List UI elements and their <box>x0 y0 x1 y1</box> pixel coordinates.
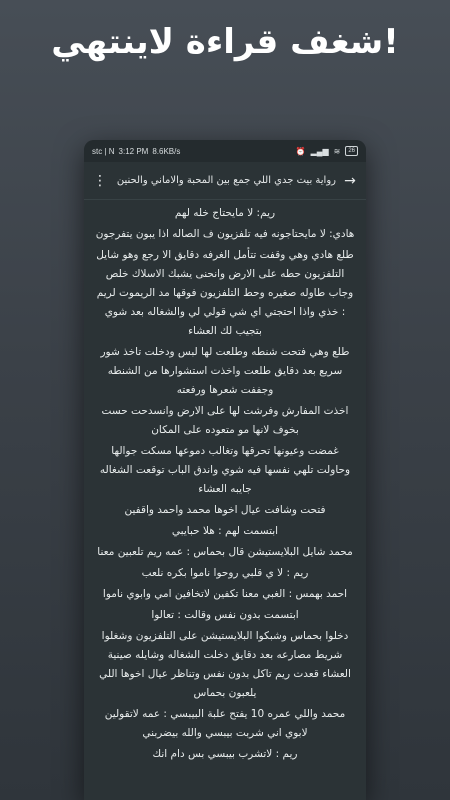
book-title: رواية بيت جدي اللي جمع بين المحبة والاماني والحنين <box>116 175 336 186</box>
story-paragraph: ريم : لا ي قلبي روحوا ناموا بكره نلعب <box>141 567 309 579</box>
time-label: 3:12 PM <box>118 146 149 156</box>
status-bar <box>84 140 366 162</box>
reader-toolbar <box>84 162 366 200</box>
network-speed: 8.6KB/s <box>152 146 181 156</box>
story-paragraph: ريم : لاتشرب بيبسي بس دام انك <box>152 748 298 760</box>
battery-icon: 26 <box>345 146 358 156</box>
story-paragraph: محمد واللي عمره 10 يفتح علبة البيبسي : عمه لاتقولين لابوي اني شربت بيبسي والله بيضربني <box>104 708 346 739</box>
story-paragraph: دخلوا بحماس وشبكوا البلايستيشن على التلفزيون وشغلوا شريط مصارعه بعد دقايق دخلت الشغاله وشايله صينية العشاء قعدت ريم تاكل بدون نفس وتناظر عيال اخوها اللي يلعبون بحماس <box>99 630 351 699</box>
more-vert-icon[interactable]: ⋮ <box>93 172 107 189</box>
story-paragraph: فتحت وشافت عيال اخوها محمد واحمد واقفين <box>124 504 326 516</box>
wifi-icon: ≋ <box>333 146 341 156</box>
story-paragraph: ريم: لا مايحتاج خله لهم <box>174 207 276 219</box>
bottom-fade <box>84 760 366 800</box>
story-paragraph: ابتسمت لهم : هلا حبايبي <box>171 525 279 537</box>
signal-icon: ▂▄▆ <box>310 146 329 156</box>
story-paragraph: اخذت المفارش وفرشت لها على الارض وانسدحت حست بخوف لانها مو متعوده على المكان <box>101 405 349 436</box>
story-paragraph: محمد شايل البلايستيشن قال بحماس : عمه ريم تلعبين معنا <box>97 546 353 558</box>
carrier-label: stc | N <box>92 146 115 156</box>
story-paragraph: طلع وهي فتحت شنطه وطلعت لها لبس ودخلت تاخذ شور سريع بعد دقايق طلعت واخذت استشوارها من الشنطه وجففت شعرها ورفعته <box>100 346 350 396</box>
headline: !شغف قراءة لاينتهي <box>51 22 399 62</box>
reader-content[interactable] <box>84 200 366 800</box>
story-paragraph: غمضت وعيونها تحرقها وتغالب دموعها مسكت جوالها وحاولت تلهي نفسها فيه شوي واندق الباب توقعت الشغاله جايبه العشاء <box>99 445 351 495</box>
story-paragraph: ابتسمت بدون نفس وقالت : تعالوا <box>151 609 299 621</box>
story-paragraph: طلع هادي وهي وقفت تتأمل الغرفه دقايق الا رجع وهو شايل التلفزيون حطه على الارض وانحنى يشبك الاسلاك خلص وجاب طاوله صغيره وحط التلفزيون فوقها مد الريموت لريم : خذي واذا احتجتي اي شي قولي لي والشغاله بعد شوي بتجيب لك العشاء <box>96 249 354 337</box>
story-paragraph: هادي: لا مايحتاجونه فيه تلفزيون ف الصاله اذا يبون يتفرجون <box>95 228 355 240</box>
story-paragraph: احمد بهمس : الغبي معنا تكفين لاتخافين امي وابوي ناموا <box>102 588 348 600</box>
arrow-forward-icon[interactable]: → <box>344 172 356 189</box>
phone-screen <box>84 140 366 800</box>
alarm-icon: ⏰ <box>295 146 306 156</box>
